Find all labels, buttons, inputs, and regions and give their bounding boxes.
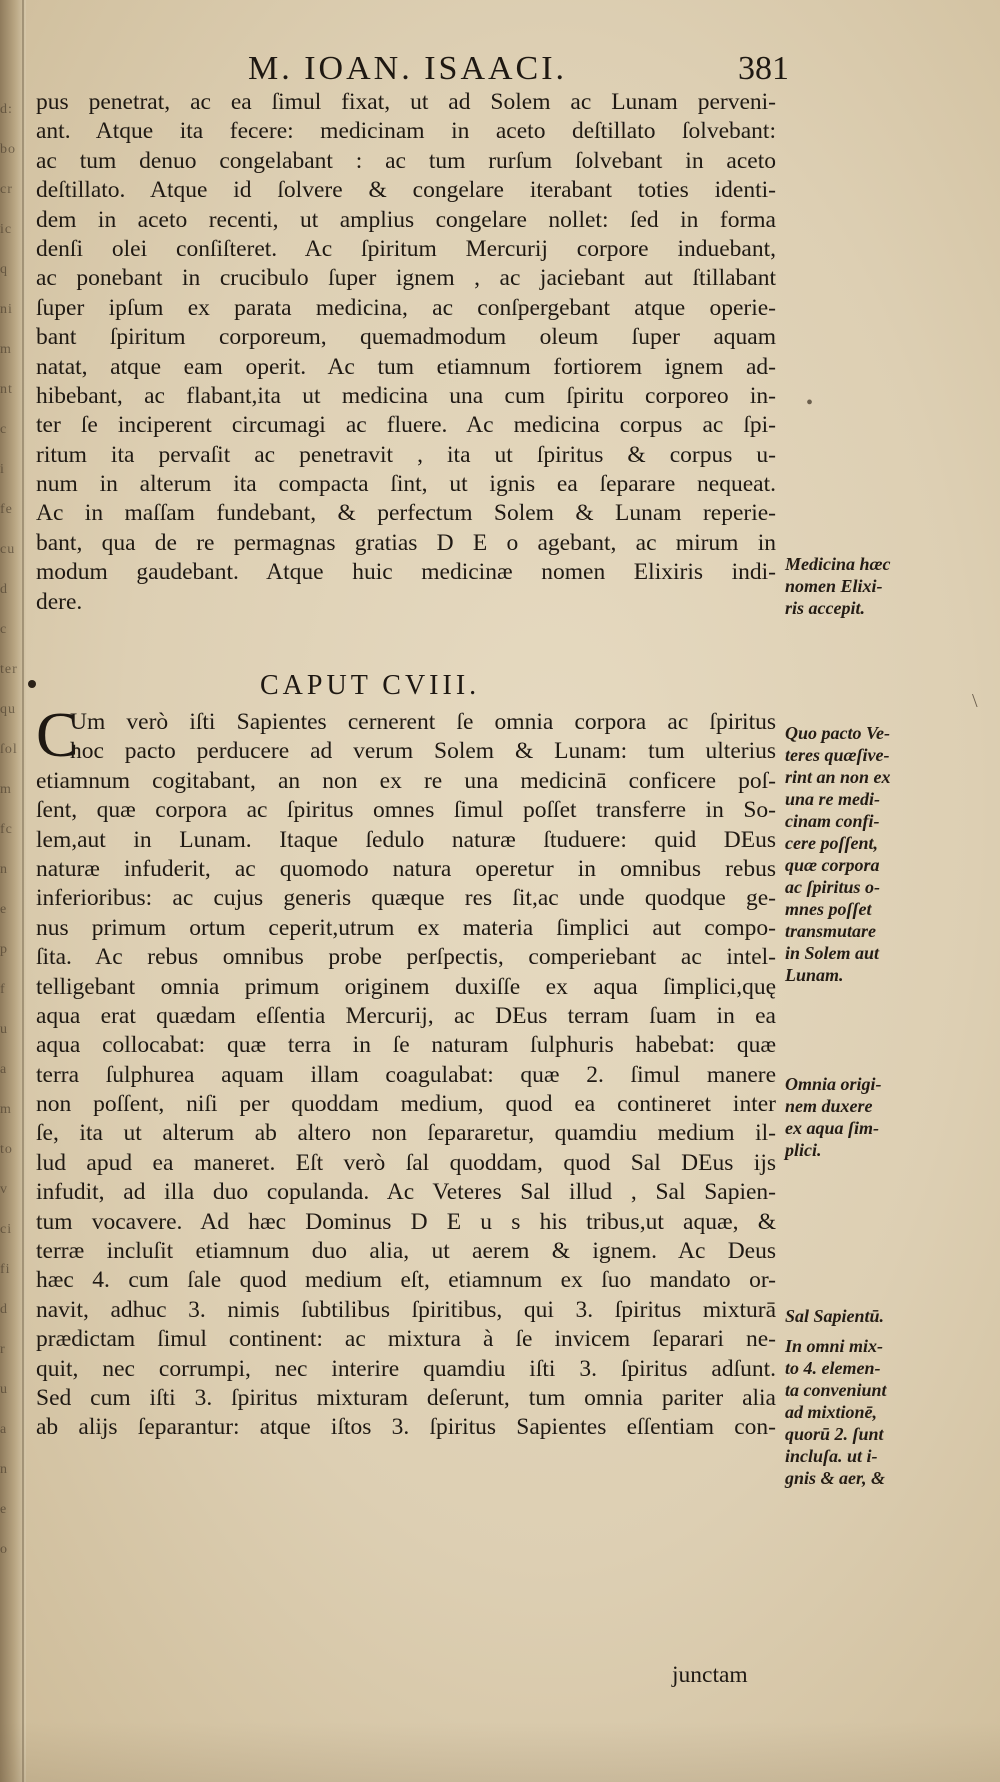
chapter-bullet-mark <box>28 680 36 688</box>
binding-shadow-line <box>22 0 24 1782</box>
text-line: bant ſpiritum corporeum, quemadmodum oleum ſuper aquam <box>36 324 776 351</box>
text-line: bant, qua de re permagnas gratias D E o agebant, ac mirum in <box>36 529 776 556</box>
margin-note-line: rint an non ex <box>785 767 891 787</box>
text-line: hibebant, ac flabant,ita ut medicina una cum ſpiritu corporeo in- <box>36 382 776 409</box>
text-line: naturæ infuderit, ac quomodo natura operetur in omnibus rebus <box>36 855 776 882</box>
text-line: navit, adhuc 3. nimis ſubtilibus ſpiritibus, qui 3. ſpiritus mixturā <box>36 1296 776 1323</box>
text-line: ter ſe inciperent circumagi ac fluere. Ac medicina corpus ac ſpi- <box>36 412 776 439</box>
text-line: inferioribus: ac cujus generis quæque res ſit,ac unde quodque ge- <box>36 885 776 912</box>
margin-note-elixir <box>785 553 975 619</box>
margin-note-sal-sapientum <box>785 1305 975 1327</box>
text-line: infudit, ad illa duo copulanda. Ac Veteres Sal illud , Sal Sapien- <box>36 1179 776 1206</box>
margin-note-quo-pacto <box>785 722 975 986</box>
margin-note-line: teres quæſive- <box>785 745 890 765</box>
ink-speck: \ <box>972 690 978 712</box>
margin-note-line: Medicina hæc <box>785 554 891 574</box>
text-line: ſent, quæ corpora ac ſpiritus omnes ſimul poſſet transferre in So- <box>36 797 776 824</box>
margin-note-line: incluſa. ut i- <box>785 1446 878 1466</box>
text-line: natat, atque eam operit. Ac tum etiamnum fortiorem ignem ad- <box>36 353 776 380</box>
chapter-heading: CAPUT CVIII. <box>260 670 481 701</box>
margin-note-line: cere poſſent, <box>785 833 878 853</box>
text-line: denſi olei conſiſteret. Ac ſpiritum Mercurij corpore induebant, <box>36 235 776 262</box>
margin-note-line: ad mixtionē, <box>785 1402 878 1422</box>
margin-note-line: nomen Elixi- <box>785 576 883 596</box>
margin-note-line: gnis & aer, & <box>785 1468 886 1488</box>
facing-page-bleed: d: bo cr ic q ni m nt c i fe cu d c ter qu ſol m fc n e p f u a m to v ci fi d r u a n e o <box>0 102 18 1557</box>
text-line: hæc 4. cum ſale quod medium eſt, etiamnum ex ſuo mandato or- <box>36 1267 776 1294</box>
text-line: ſuper ipſum ex parata medicina, ac conſpergebant atque operie- <box>36 294 776 321</box>
chapter-text-block <box>36 708 776 1443</box>
text-line: telligebant omnia primum originem duxiſſe ex aqua ſimplici,quę <box>36 973 776 1000</box>
ink-speck: • <box>806 392 814 414</box>
margin-note-omnia-originem <box>785 1073 975 1161</box>
text-line: lem,aut in Lunam. Itaque ſedulo naturæ ſtuduere: quid DEus <box>36 826 776 853</box>
margin-note-line: nem duxere <box>785 1096 873 1116</box>
text-line: hoc pacto perducere ad verum Solem & Lunam: tum ulterius <box>70 738 776 765</box>
running-title: M. IOAN. ISAACI. <box>248 50 568 87</box>
margin-note-line: In omni mix- <box>785 1336 884 1356</box>
text-line: quit, nec corrumpi, nec interire quamdiu iſti 3. ſpiritus adſunt. <box>36 1355 776 1382</box>
margin-note-line: Omnia origi- <box>785 1074 882 1094</box>
text-line: Um verò iſti Sapientes cernerent ſe omnia corpora ac ſpiritus <box>70 709 776 735</box>
text-line: ac ponebant in crucibulo ſuper ignem , ac jaciebant aut ſtillabant <box>36 265 776 292</box>
text-line: dere. <box>36 588 83 615</box>
page-bottom-shading <box>0 1722 1000 1782</box>
margin-note-line: ta conveniunt <box>785 1380 887 1400</box>
drop-cap-initial: C <box>36 699 79 770</box>
text-line: ant. Atque ita fecere: medicinam in aceto deſtillato ſolvebant: <box>36 118 776 145</box>
margin-note-line: transmutare <box>785 921 877 941</box>
margin-note-line: quæ corpora <box>785 855 880 875</box>
text-line: lud apud ea maneret. Eſt verò ſal quoddam, quod Sal DEus ijs <box>36 1149 776 1176</box>
margin-note-line: Lunam. <box>785 965 844 985</box>
text-line: terræ incluſit etiamnum duo alia, ut aerem & ignem. Ac Deus <box>36 1238 776 1265</box>
text-line: modum gaudebant. Atque huic medicinæ nomen Elixiris indi- <box>36 559 776 586</box>
margin-note-line: una re medi- <box>785 789 881 809</box>
margin-note-line: ac ſpiritus o- <box>785 877 881 897</box>
main-text-block <box>36 88 776 617</box>
text-line: aqua erat quædam eſſentia Mercurij, ac DEus terram ſuam in ea <box>36 1002 776 1029</box>
text-line: num in alterum ita compacta ſint, ut ignis ea ſeparare nequeat. <box>36 471 776 498</box>
margin-note-line: cinam confi- <box>785 811 880 831</box>
margin-note-line: Sal Sapientū. <box>785 1306 885 1326</box>
text-line: etiamnum cogitabant, an non ex re una medicinā conficere poſ- <box>36 767 776 794</box>
margin-note-line: ris accepit. <box>785 598 865 618</box>
margin-note-line: ex aqua ſim- <box>785 1118 879 1138</box>
text-line: pus penetrat, ac ea ſimul fixat, ut ad Solem ac Lunam perveni- <box>36 89 776 115</box>
text-line: prædictam ſimul continent: ac mixtura à ſe invicem ſeparari ne- <box>36 1326 776 1353</box>
margin-note-line: quorū 2. ſunt <box>785 1424 884 1444</box>
margin-note-line: mnes poſſet <box>785 899 872 919</box>
text-line: tum vocavere. Ad hæc Dominus D E u s his tribus,ut aquæ, & <box>36 1208 776 1235</box>
margin-note-in-omni-mixto <box>785 1335 975 1489</box>
text-line: ſe, ita ut alterum ab altero non ſepararetur, quamdiu medium il- <box>36 1120 776 1147</box>
text-line: terra ſulphurea aquam illam coagulabat: quæ 2. ſimul manere <box>36 1061 776 1088</box>
margin-note-line: Quo pacto Ve- <box>785 723 890 743</box>
text-line: dem in aceto recenti, ut amplius congelare nollet: ſed in forma <box>36 206 776 233</box>
text-line: ac tum denuo congelabant : ac tum rurſum ſolvebant in aceto <box>36 147 776 174</box>
text-line: Ac in maſſam fundebant, & perfectum Solem & Lunam reperie- <box>36 500 776 527</box>
text-line: ſita. Ac rebus omnibus probe perſpectis, comperiebant ac intel- <box>36 944 776 971</box>
text-line: deſtillato. Atque id ſolvere & congelare iterabant toties identi- <box>36 177 776 204</box>
page-number: 381 <box>738 50 789 87</box>
margin-note-line: to 4. elemen- <box>785 1358 881 1378</box>
catchword: junctam <box>672 1662 748 1688</box>
margin-note-line: in Solem aut <box>785 943 880 963</box>
text-line: ab alijs ſeparantur: atque iſtos 3. ſpiritus Sapientes eſſentiam con- <box>36 1414 776 1441</box>
text-line: non poſſent, niſi per quoddam medium, quod ea contineret inter <box>36 1091 776 1118</box>
text-line: ritum ita pervaſit ac penetravit , ita ut ſpiritus & corpus u- <box>36 441 776 468</box>
margin-note-line: plici. <box>785 1140 822 1160</box>
text-line: Sed cum iſti 3. ſpiritus mixturam deſerunt, tum omnia pariter alia <box>36 1384 776 1411</box>
text-line: nus primum ortum ceperit,utrum ex materia ſimplici aut compo- <box>36 914 776 941</box>
text-line: aqua collocabat: quæ terra in ſe naturam ſulphuris habebat: quæ <box>36 1032 776 1059</box>
